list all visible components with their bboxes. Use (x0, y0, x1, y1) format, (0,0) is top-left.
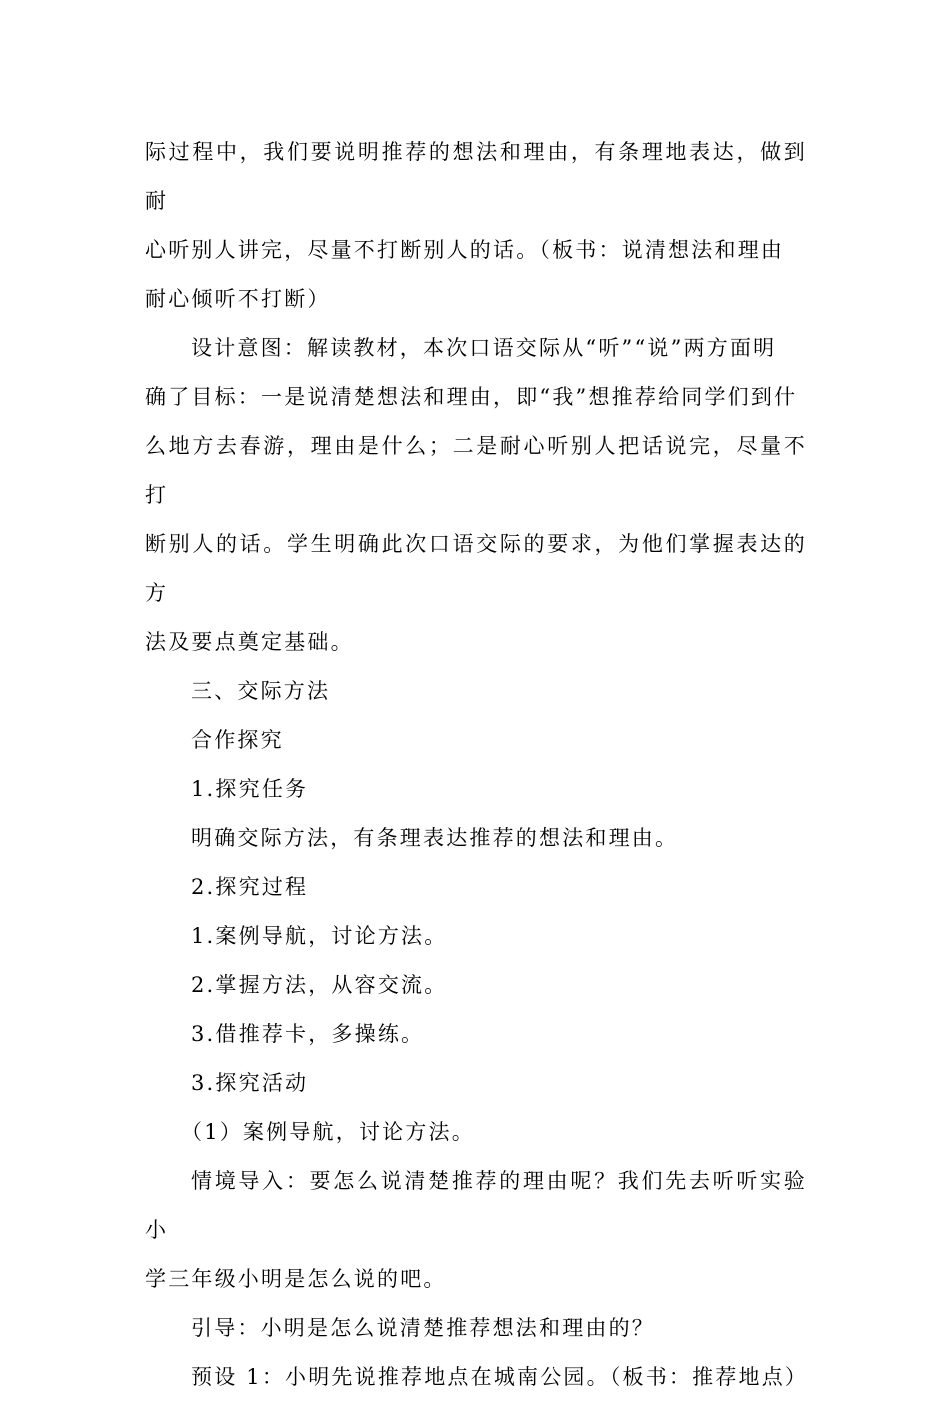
design-intent-line: 法及要点奠定基础。 (145, 630, 354, 654)
section-heading: 三、交际方法 (191, 679, 331, 703)
design-intent-line: 确了目标：一是说清楚想法和理由，即“我”想推荐给同学们到什 (145, 385, 798, 409)
context-line: 情境导入：要怎么说清楚推荐的理由呢？我们先去听听实验小 (145, 1169, 807, 1242)
process-step: 3.借推荐卡，多操练。 (191, 1022, 425, 1046)
process-step: 1.案例导航，讨论方法。 (191, 924, 448, 948)
document-page (145, 128, 807, 1402)
preset-line: 预设 1：小明先说推荐地点在城南公园。（板书：推荐地点） (191, 1365, 809, 1389)
activity-heading: 3.探究活动 (191, 1071, 309, 1095)
process-step: 2.掌握方法，从容交流。 (191, 973, 448, 997)
task-body: 明确交际方法，有条理表达推荐的想法和理由。 (191, 826, 679, 850)
design-intent-line: 断别人的话。学生明确此次口语交际的要求，为他们掌握表达的方 (145, 532, 807, 605)
subsection-heading: 合作探究 (191, 728, 284, 752)
activity-step: （1）案例导航，讨论方法。 (181, 1120, 475, 1144)
paragraph-line: 心听别人讲完，尽量不打断别人的话。（板书：说清想法和理由 (145, 238, 785, 262)
paragraph-line: 耐心倾听不打断） (145, 287, 331, 311)
paragraph-line: 际过程中，我们要说明推荐的想法和理由，有条理地表达，做到耐 (145, 140, 807, 213)
process-heading: 2.探究过程 (191, 875, 309, 899)
guide-line: 引导：小明是怎么说清楚推荐想法和理由的？ (191, 1316, 655, 1340)
context-line: 学三年级小明是怎么说的吧。 (145, 1267, 447, 1291)
design-intent-line: 么地方去春游，理由是什么；二是耐心听别人把话说完，尽量不打 (145, 434, 807, 507)
design-intent-line: 设计意图：解读教材，本次口语交际从“听”“说”两方面明 (191, 336, 777, 360)
task-heading: 1.探究任务 (191, 777, 309, 801)
